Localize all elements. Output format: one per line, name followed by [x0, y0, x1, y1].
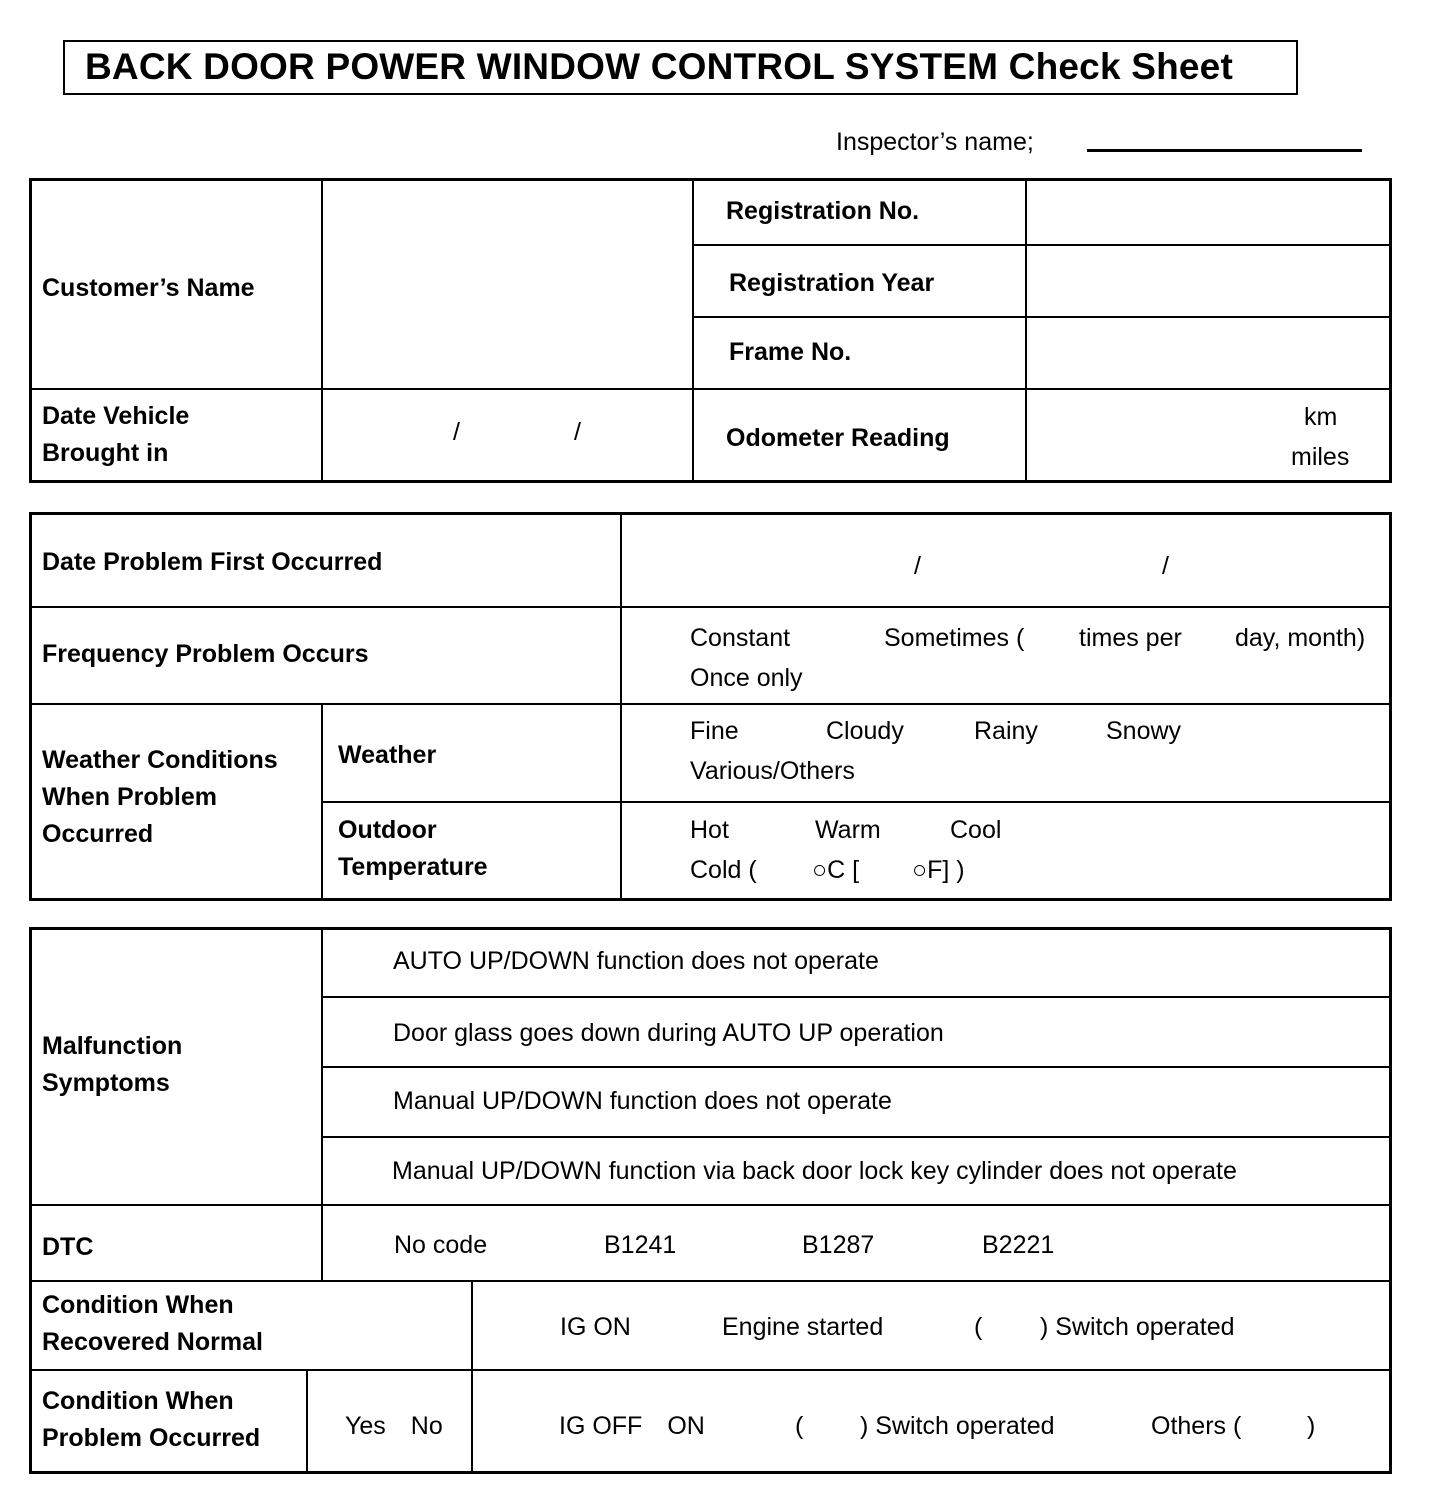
occ-ig-off-on-option[interactable]: IG OFF ON	[559, 1412, 705, 1440]
problem-occurred-label-2: Problem Occurred	[42, 1424, 261, 1452]
problem-occurred-label-1: Condition When	[42, 1387, 234, 1415]
malfunction-symptoms-label-1: Malfunction	[42, 1032, 183, 1060]
temp-hot-option[interactable]: Hot	[690, 816, 729, 844]
dtc-no-code-option[interactable]: No code	[394, 1231, 488, 1259]
divider	[321, 1136, 1390, 1138]
weather-various-option[interactable]: Various/Others	[690, 757, 855, 785]
divider	[29, 388, 1390, 390]
frequency-label: Frequency Problem Occurs	[42, 640, 369, 668]
recovered-normal-label-2: Recovered Normal	[42, 1328, 263, 1356]
divider	[321, 178, 323, 483]
recovered-normal-label-1: Condition When	[42, 1291, 234, 1319]
divider	[29, 703, 1390, 705]
frame-no-field[interactable]	[1028, 319, 1388, 387]
temp-fahrenheit-unit: ○F] )	[912, 856, 965, 884]
symptom-option[interactable]: AUTO UP/DOWN function does not operate	[393, 947, 879, 975]
temp-warm-option[interactable]: Warm	[815, 816, 881, 844]
dtc-b2221-option[interactable]: B2221	[982, 1231, 1055, 1259]
divider	[29, 1280, 1390, 1282]
divider	[1025, 178, 1027, 483]
symptom-option[interactable]: Door glass goes down during AUTO UP operation	[393, 1019, 944, 1047]
dtc-b1287-option[interactable]: B1287	[802, 1231, 875, 1259]
temp-celsius-unit: ○C [	[812, 856, 860, 884]
date-first-occurred-label: Date Problem First Occurred	[42, 548, 383, 576]
rec-engine-started-option[interactable]: Engine started	[722, 1313, 884, 1341]
temp-cold-option[interactable]: Cold (	[690, 856, 757, 884]
freq-times-per: times per	[1079, 624, 1182, 652]
registration-year-field[interactable]	[1028, 247, 1388, 315]
malfunction-symptoms-label-2: Symptoms	[42, 1069, 170, 1097]
divider	[692, 316, 1390, 318]
registration-no-label: Registration No.	[726, 197, 920, 225]
date-separator: /	[574, 418, 581, 446]
temp-cool-option[interactable]: Cool	[950, 816, 1002, 844]
dtc-b1241-option[interactable]: B1241	[604, 1231, 677, 1259]
weather-conditions-label-3: Occurred	[42, 820, 154, 848]
weather-cloudy-option[interactable]: Cloudy	[826, 717, 904, 745]
freq-day-month: day, month)	[1235, 624, 1366, 652]
weather-rainy-option[interactable]: Rainy	[974, 717, 1038, 745]
rec-switch-operated-option[interactable]: ) Switch operated	[1040, 1313, 1235, 1341]
inspector-name-field[interactable]	[1087, 149, 1362, 152]
inspector-name-label: Inspector’s name;	[836, 128, 1034, 156]
divider	[29, 1204, 1390, 1206]
frame-no-label: Frame No.	[729, 338, 852, 366]
divider	[692, 244, 1390, 246]
weather-conditions-label-2: When Problem	[42, 783, 218, 811]
divider	[692, 178, 694, 483]
occ-others-option[interactable]: Others (	[1151, 1412, 1242, 1440]
divider	[29, 1369, 1390, 1371]
symptom-option[interactable]: Manual UP/DOWN function via back door lock key cylinder does not operate	[392, 1157, 1237, 1185]
customer-name-field[interactable]	[324, 181, 690, 386]
odometer-label: Odometer Reading	[726, 424, 950, 452]
dtc-label: DTC	[42, 1233, 94, 1261]
divider	[620, 512, 622, 901]
date-brought-in-label-1: Date Vehicle	[42, 402, 190, 430]
date-separator: /	[1162, 552, 1169, 580]
rec-ig-on-option[interactable]: IG ON	[560, 1313, 631, 1341]
freq-constant-option[interactable]: Constant	[690, 624, 791, 652]
date-separator: /	[453, 418, 460, 446]
weather-snowy-option[interactable]: Snowy	[1106, 717, 1182, 745]
occ-switch-operated-option[interactable]: ) Switch operated	[860, 1412, 1055, 1440]
divider	[471, 1280, 473, 1472]
occ-paren: (	[795, 1412, 804, 1440]
outdoor-temp-label-2: Temperature	[338, 853, 488, 881]
freq-sometimes-option[interactable]: Sometimes (	[884, 624, 1025, 652]
occ-close-paren: )	[1307, 1412, 1316, 1440]
weather-fine-option[interactable]: Fine	[690, 717, 739, 745]
divider	[306, 1369, 308, 1472]
divider	[321, 1066, 1390, 1068]
rec-paren: (	[974, 1313, 983, 1341]
date-brought-in-label-2: Brought in	[42, 439, 169, 467]
registration-no-field[interactable]	[1028, 181, 1388, 243]
yes-no-option[interactable]: Yes No	[345, 1412, 443, 1440]
weather-conditions-label-1: Weather Conditions	[42, 746, 278, 774]
divider	[321, 801, 1390, 803]
divider	[321, 927, 323, 1282]
page-title: BACK DOOR POWER WINDOW CONTROL SYSTEM Check Sheet	[85, 46, 1233, 87]
unit-km: km	[1304, 403, 1338, 431]
freq-once-option[interactable]: Once only	[690, 664, 803, 692]
customer-name-label: Customer’s Name	[42, 274, 255, 302]
unit-miles: miles	[1291, 443, 1350, 471]
weather-label: Weather	[338, 741, 437, 769]
divider	[321, 996, 1390, 998]
symptom-option[interactable]: Manual UP/DOWN function does not operate	[393, 1087, 892, 1115]
divider	[29, 606, 1390, 608]
date-separator: /	[914, 552, 921, 580]
outdoor-temp-label-1: Outdoor	[338, 816, 437, 844]
registration-year-label: Registration Year	[729, 269, 935, 297]
